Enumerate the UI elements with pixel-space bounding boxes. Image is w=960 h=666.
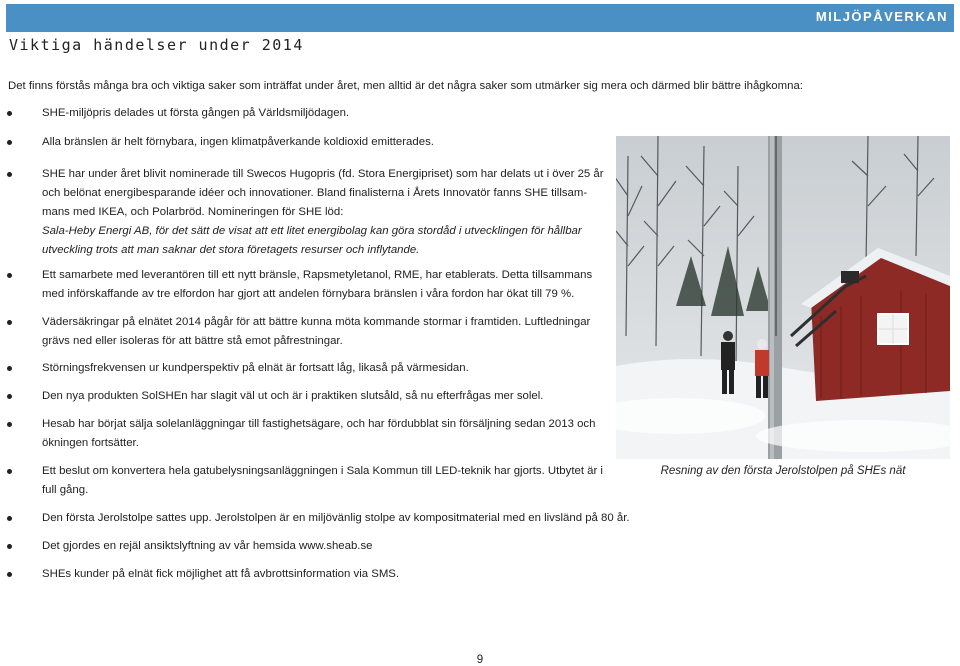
bullet-dot: [7, 572, 12, 577]
bullet-text-line: SHE har under året blivit nominerade till Swecos Hugopris (fd. Stora Energipriset) som har delats ut i över 25 år: [42, 168, 604, 180]
bullet-dot: [7, 544, 12, 549]
photo-caption: Resning av den första Jerolstolpen på SHEs nät: [660, 465, 906, 477]
bullet-text-line: och belönat energibesparande idéer och innovationer. Bland finalisterna i Årets Innovatör fanns SHE tillsam-: [42, 187, 588, 199]
page-number: 9: [476, 654, 484, 666]
bullet-dot: [7, 172, 12, 177]
bullet-dot: [7, 140, 12, 145]
bullet-text-line: grävs ned eller isoleras för att bättre stå emot påfrestningar.: [42, 335, 343, 347]
bullet-dot: [7, 516, 12, 521]
bullet-text-line: SHEs kunder på elnät fick möjlighet att få avbrottsinformation via SMS.: [42, 568, 400, 580]
bullet-text-line: Hesab har börjat sälja solelanläggningar till fastighetsägare, och har fördubblat sin försäljning sedan 2013 och: [42, 418, 596, 430]
section-banner: [6, 4, 954, 32]
page-title: Viktiga händelser under 2014: [9, 36, 304, 54]
bullet-text-line: Ett beslut om konvertera hela gatubelysningsanläggningen i Sala Kommun till LED-teknik har gjorts. Utbytet är i: [42, 465, 603, 477]
bullet-text-line: Störningsfrekvensen ur kundperspektiv på elnät är fortsatt låg, likaså på värmesidan.: [42, 362, 469, 374]
bullet-text-line: med införskaffande av tre elfordon har gjort att andelen förnybara bränslen i våra fordon har ökat till 79 %.: [42, 288, 575, 300]
bullet-text-line: Alla bränslen är helt förnybara, ingen klimatpåverkande koldioxid emitterades.: [42, 136, 434, 148]
bullet-text-line: Den nya produkten SolSHEn har slagit väl ut och är i praktiken slutsåld, så nu efterfrågas mer solel.: [42, 390, 544, 402]
bullet-text-line: Ett samarbete med leverantören till ett nytt bränsle, Rapsmetyletanol, RME, har etablerats. Detta tillsammans: [42, 269, 593, 281]
bullet-text-line: utveckling trots att man saknar det stora företagets resurser och inflytande.: [42, 244, 420, 256]
bullet-dot: [7, 469, 12, 474]
section-title: MILJÖPÅVERKAN: [815, 9, 948, 24]
bullet-dot: [7, 394, 12, 399]
bullet-text-line: mans med IKEA, och Polarbröd. Nomineringen för SHE löd:: [42, 206, 344, 218]
photo-jerol-pole: [616, 136, 950, 459]
photo-illustration: [616, 136, 950, 459]
bullet-dot: [7, 273, 12, 278]
bullet-text-line: Vädersäkringar på elnätet 2014 pågår för att bättre kunna möta kommande stormar i framtiden. Luftledningar: [42, 316, 591, 328]
intro-paragraph: Det finns förstås många bra och viktiga saker som inträffat under året, men alltid är det några saker som utmärker sig mera och därmed blir bättre ihågkomna:: [8, 80, 803, 92]
bullet-text-line: full gång.: [42, 484, 89, 496]
bullet-dot: [7, 320, 12, 325]
bullet-text-line: ökningen fortsätter.: [42, 437, 139, 449]
bullet-text-line: Det gjordes en rejäl ansiktslyftning av vår hemsida www.sheab.se: [42, 540, 373, 552]
bullet-text-line: SHE-miljöpris delades ut första gången på Världsmiljödagen.: [42, 107, 350, 119]
bullet-text-line: Sala-Heby Energi AB, för det sätt de visat att ett litet energibolag kan göra stordåd i utvecklingen för hållbar: [42, 225, 582, 237]
bullet-dot: [7, 422, 12, 427]
bullet-dot: [7, 366, 12, 371]
bullet-dot: [7, 111, 12, 116]
bullet-text-line: Den första Jerolstolpe sattes upp. Jerolstolpen är en miljövänlig stolpe av kompositmaterial med en livsländ på 80 år.: [42, 512, 630, 524]
